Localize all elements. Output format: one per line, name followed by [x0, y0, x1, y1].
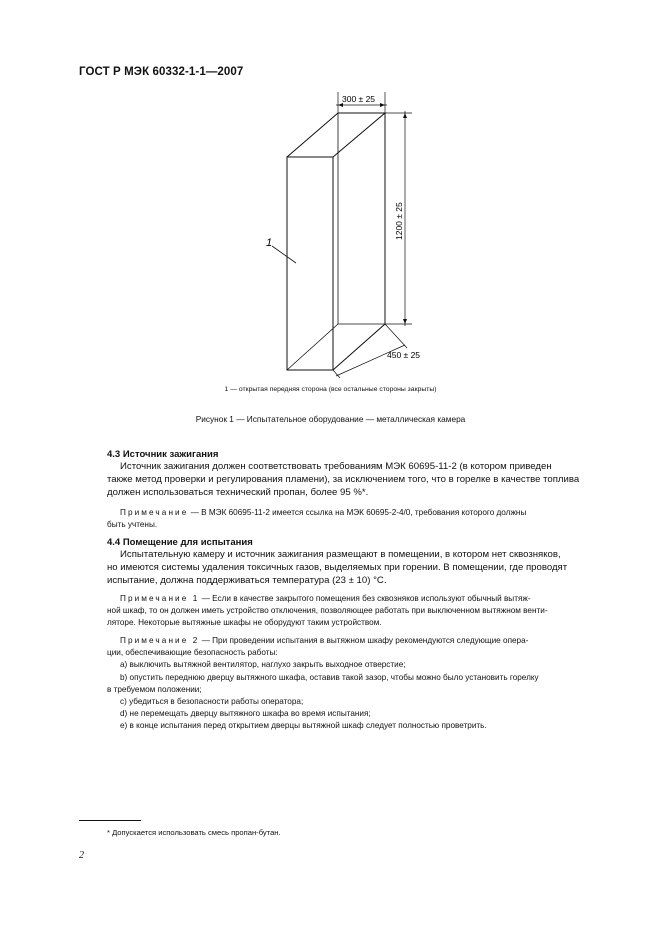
section-4-4-note-1-line: ной шкаф, то он должен иметь устройство отключения, позволяющее работать при выключенном вытяжном венти- — [107, 606, 548, 615]
figure-legend: 1 — открытая передняя сторона (все остальные стороны закрыты) — [224, 386, 437, 393]
note-2-label: Примечание 2 — [120, 636, 200, 645]
list-item-e: e) в конце испытания перед открытием дверцы вытяжной шкаф следует полностью проветрить. — [120, 721, 487, 730]
section-4-3-note — [120, 507, 615, 519]
section-4-4-note-1-line: ляторе. Некоторые вытяжные шкафы не оборудуют таким устройством. — [107, 618, 382, 627]
list-item-c: c) убедиться в безопасности работы оператора; — [120, 697, 304, 706]
test-chamber-figure — [0, 80, 661, 380]
section-4-4-para-line: испытание, должна поддерживаться температура (23 ± 10) °С. — [107, 575, 387, 586]
section-4-3-para-line: также метод проверки и регулирования пламени), за исключением того, что в горелке в качестве топлива — [107, 474, 580, 485]
height-dimension-label: 1200 ± 25 — [394, 202, 404, 240]
list-item-b-continued: в требуемом положении; — [107, 685, 202, 694]
page-number: 2 — [79, 850, 84, 861]
section-4-3-note-line: быть учтены. — [107, 520, 158, 529]
depth-dimension-label: 450 ± 25 — [387, 350, 421, 360]
section-4-4-para-line: но имеются системы удаления токсичных газов, выделяемых при горении. В помещении, где проводят — [107, 562, 568, 573]
footnote: * Допускается использовать смесь пропан-бутан. — [107, 828, 281, 837]
document-header: ГОСТ Р МЭК 60332-1-1—2007 — [79, 66, 244, 78]
chamber-front-face — [287, 157, 333, 370]
callout-leader — [272, 246, 296, 263]
section-4-4-para-line: Испытательную камеру и источник зажигания размещают в помещении, в котором нет сквозняков, — [120, 549, 561, 560]
note-1-text: — Если в качестве закрытого помещения без сквозняков используют обычный вытяж- — [199, 594, 531, 603]
list-item-b: b) опустить переднюю дверцу вытяжного шкафа, оставив такой зазор, чтобы можно было установить горелку — [120, 673, 539, 682]
list-item-d: d) не перемещать дверцу вытяжного шкафа во время испытания; — [120, 709, 371, 718]
section-4-3-para-line: должен использоваться технический пропан, более 95 %*. — [107, 487, 369, 498]
note-text: — В МЭК 60695-11-2 имеется ссылка на МЭК 60695-2-4/0, требования которого должны — [188, 508, 527, 517]
footnote-divider — [79, 820, 141, 821]
chamber-top-face — [287, 113, 385, 157]
note-1-label: Примечание 1 — [120, 594, 200, 603]
section-4-4-note-1 — [120, 593, 615, 605]
section-4-3-heading: 4.3 Источник зажигания — [107, 449, 219, 460]
list-item-a: a) выключить вытяжной вентилятор, наглухо закрыть выходное отверстие; — [120, 660, 406, 669]
section-4-4-heading: 4.4 Помещение для испытания — [107, 537, 253, 548]
section-4-4-note-2 — [120, 635, 615, 647]
chamber-right-face — [333, 113, 385, 370]
chamber-back-edges — [338, 113, 385, 324]
note-2-text: — При проведении испытания в вытяжном шкафу рекомендуются следующие опера- — [199, 636, 529, 645]
section-4-3-para-line: Источник зажигания должен соответствовать требованиям МЭК 60695-11-2 (в котором приведен — [120, 461, 552, 472]
section-4-4-note-2-line: ции, обеспечивающие безопасность работы: — [107, 648, 278, 657]
note-label: Примечание — [120, 508, 189, 517]
figure-caption: Рисунок 1 — Испытательное оборудование — металлическая камера — [195, 414, 466, 424]
width-dimension-label: 300 ± 25 — [342, 94, 376, 104]
callout-number: 1 — [266, 237, 273, 249]
